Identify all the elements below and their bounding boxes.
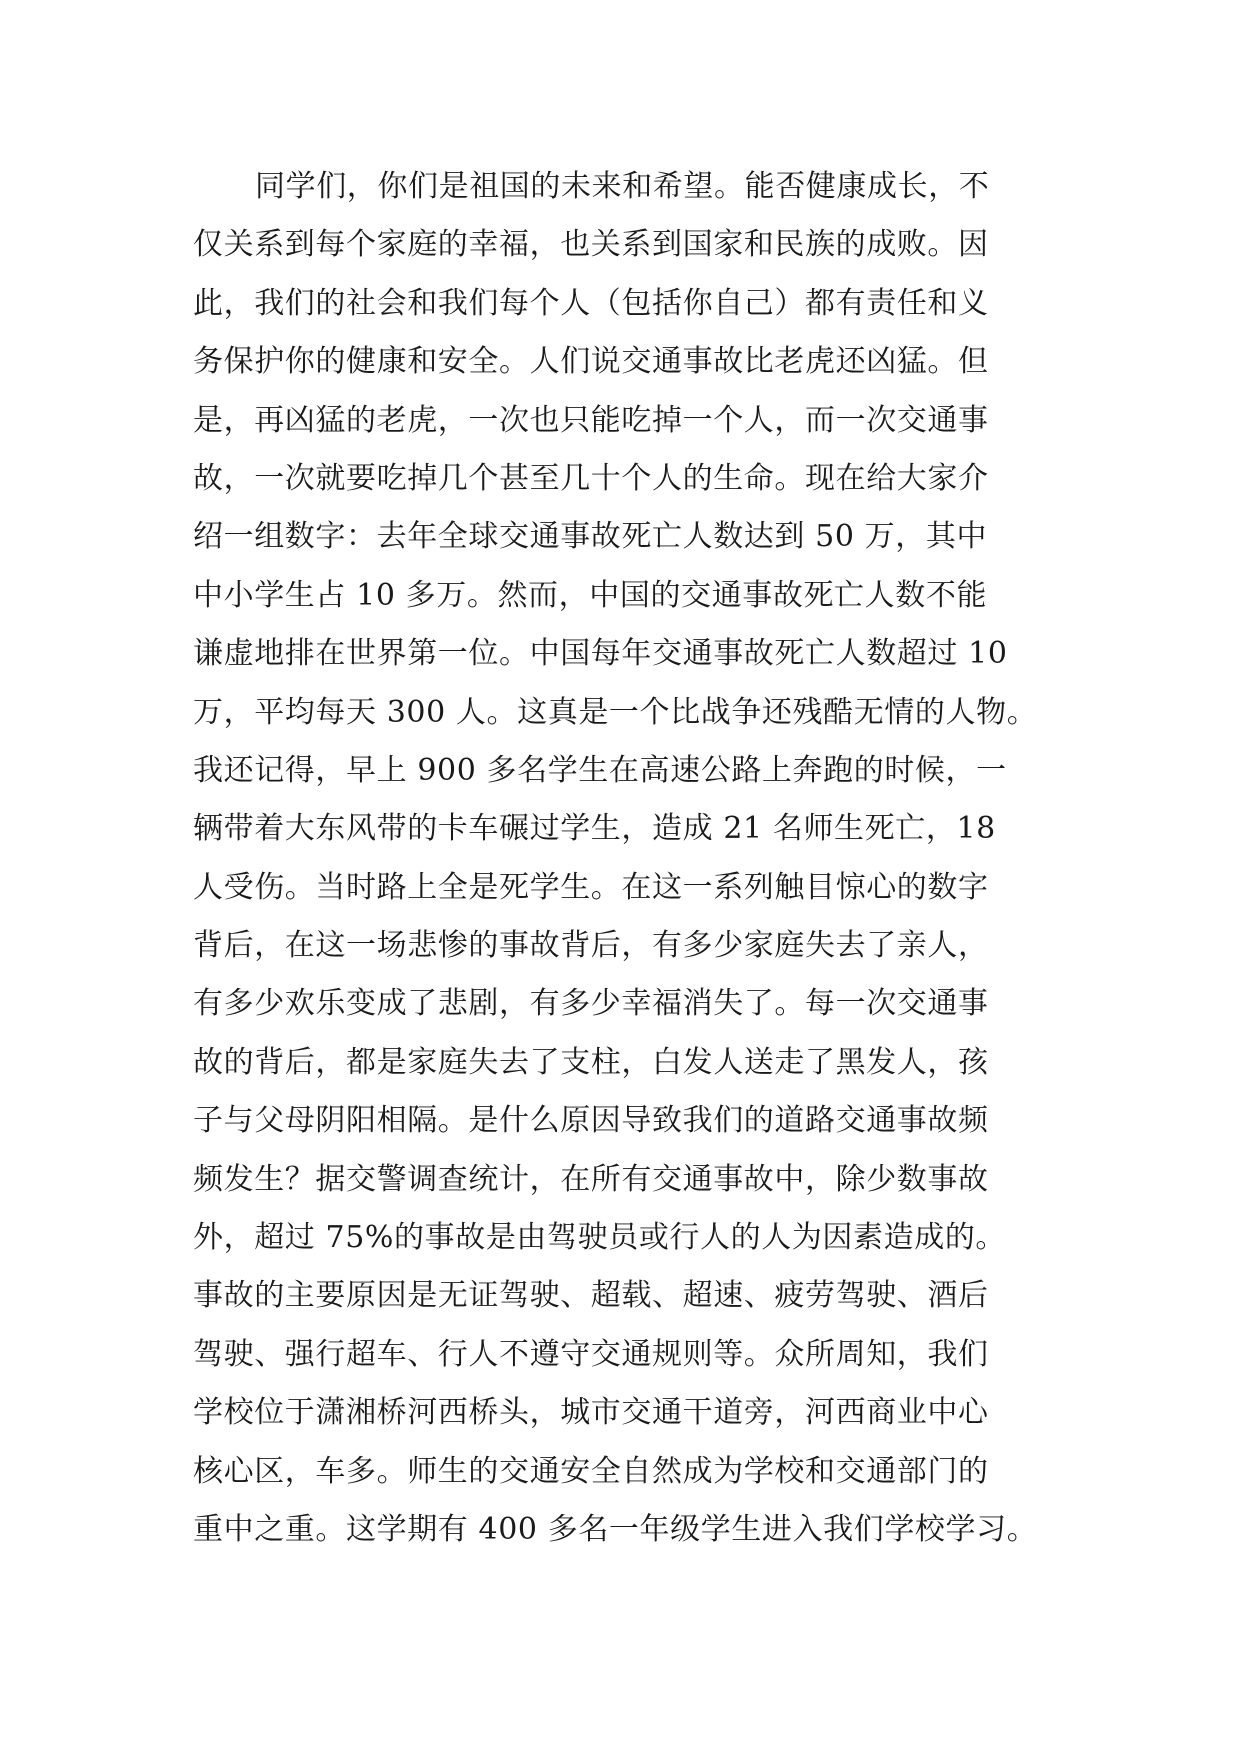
text-line: 务保护你的健康和安全。人们说交通事故比老虎还凶猛。但 bbox=[193, 344, 989, 380]
text-line: 频发生？据交警调查统计，在所有交通事故中，除少数事故 bbox=[193, 1161, 989, 1197]
text-line: 背后，在这一场悲惨的事故背后，有多少家庭失去了亲人， bbox=[193, 928, 989, 964]
body-paragraph bbox=[193, 158, 1053, 1559]
text-line: 重中之重。这学期有 400 多名一年级学生进入我们学校学习。 bbox=[193, 1511, 1038, 1547]
text-line: 核心区，车多。师生的交通安全自然成为学校和交通部门的 bbox=[193, 1453, 989, 1489]
text-line: 绍一组数字：去年全球交通事故死亡人数达到 50 万，其中 bbox=[193, 519, 988, 555]
text-line: 辆带着大东风带的卡车碾过学生，造成 21 名师生死亡，18 bbox=[193, 811, 996, 847]
text-line: 学校位于潇湘桥河西桥头，城市交通干道旁，河西商业中心 bbox=[193, 1395, 989, 1431]
text-line: 驾驶、强行超车、行人不遵守交通规则等。众所周知，我们 bbox=[193, 1336, 989, 1372]
text-line: 同学们，你们是祖国的未来和希望。能否健康成长，不 bbox=[255, 169, 990, 204]
text-line: 故，一次就要吃掉几个甚至几十个人的生命。现在给大家介 bbox=[193, 460, 989, 496]
text-line: 此，我们的社会和我们每个人（包括你自己）都有责任和义 bbox=[193, 285, 989, 321]
text-line: 子与父母阴阳相隔。是什么原因导致我们的道路交通事故频 bbox=[193, 1103, 989, 1139]
text-line: 外，超过 75%的事故是由驾驶员或行人的人为因素造成的。 bbox=[193, 1220, 1007, 1256]
text-line: 事故的主要原因是无证驾驶、超载、超速、疲劳驾驶、酒后 bbox=[193, 1278, 989, 1314]
text-line: 仅关系到每个家庭的幸福，也关系到国家和民族的成败。因 bbox=[193, 227, 989, 263]
text-line: 人受伤。当时路上全是死学生。在这一系列触目惊心的数字 bbox=[193, 869, 989, 905]
text-line: 谦虚地排在世界第一位。中国每年交通事故死亡人数超过 10 bbox=[193, 636, 1008, 672]
text-line: 中小学生占 10 多万。然而，中国的交通事故死亡人数不能 bbox=[193, 577, 988, 613]
text-line: 故的背后，都是家庭失去了支柱，白发人送走了黑发人，孩 bbox=[193, 1044, 989, 1080]
text-line: 万，平均每天 300 人。这真是一个比战争还残酷无情的人物。 bbox=[193, 694, 1038, 730]
text-line: 有多少欢乐变成了悲剧，有多少幸福消失了。每一次交通事 bbox=[193, 986, 989, 1022]
text-line: 是，再凶猛的老虎，一次也只能吃掉一个人，而一次交通事 bbox=[193, 402, 989, 438]
text-line: 我还记得，早上 900 多名学生在高速公路上奔跑的时候，一 bbox=[193, 752, 1007, 788]
